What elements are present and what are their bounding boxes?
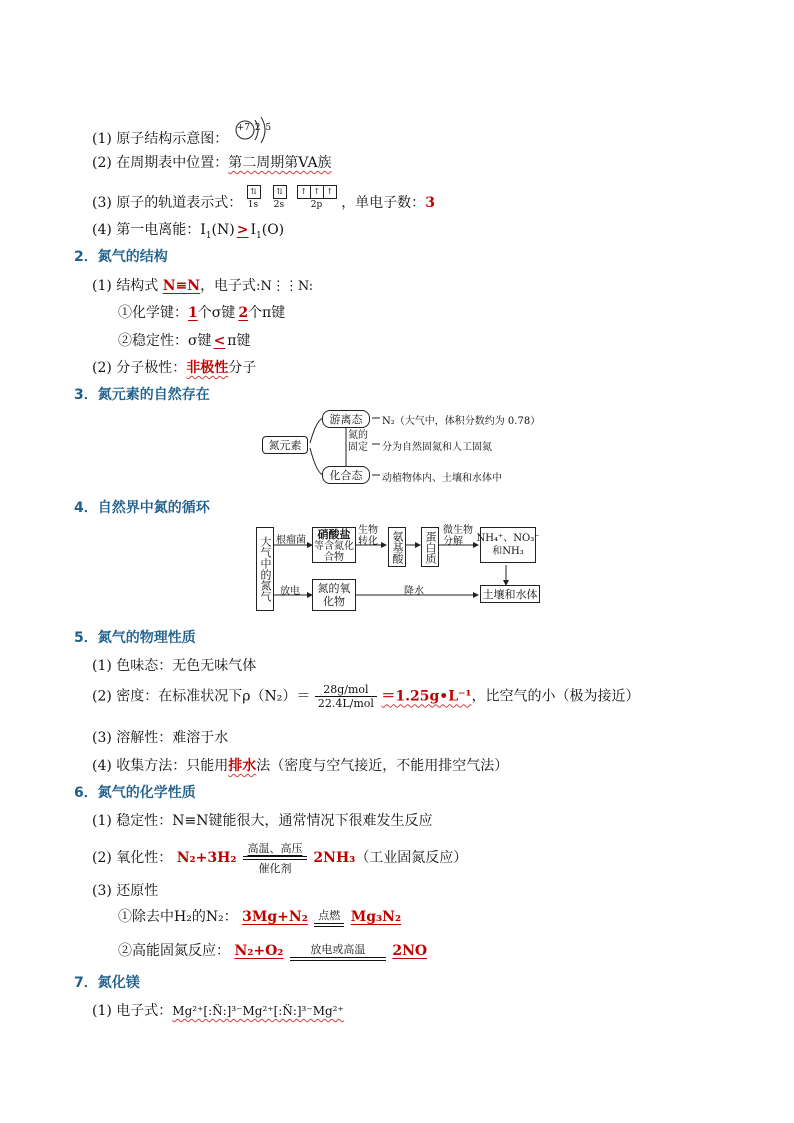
oxidation-condition-top: 高温、高压	[247, 842, 303, 855]
sigma-count: 1	[188, 305, 198, 321]
bio-transform-label: 生物 转化	[358, 525, 378, 547]
orbital-label: (3) 原子的轨道表示式：	[92, 195, 243, 211]
structure-formula-label: (1) 结构式	[92, 278, 159, 294]
stability-label: ②稳定性：σ键	[118, 333, 212, 349]
oxidation-line	[92, 840, 467, 876]
orbital-1s-label: 1s	[247, 200, 259, 210]
atom-structure-label: (1) 原子结构示意图：	[92, 131, 229, 147]
atom-structure-line	[92, 124, 273, 154]
oxidation-tail: （工业固氮反应）	[355, 850, 468, 866]
pi-text: 个π键	[248, 305, 286, 321]
fixation-desc: 分为自然固氮和人工固氮	[382, 442, 492, 453]
orbital-line	[92, 187, 435, 215]
oxidation-condition-bottom: 催化剂	[258, 862, 292, 875]
section-7-title: 7．氮化镁	[74, 975, 140, 991]
orbital-1s-box: ⇅	[247, 185, 261, 199]
electron-formula: :N⋮⋮N:	[256, 279, 314, 294]
stability-chem-line: (1) 稳定性：N≡N键能很大，通常情况下很难发生反应	[92, 813, 433, 829]
density-label: (2) 密度：在标准状况下ρ（N₂）＝	[92, 688, 311, 705]
section-2-title: 2．氮气的结构	[74, 249, 168, 265]
oxidation-label: (2) 氧化性：	[92, 850, 173, 866]
ion-box: NH₄⁺、NO₃⁻ 和NH₃	[480, 527, 536, 563]
high-energy-rhs: 2NO	[392, 943, 428, 959]
polarity-value: 非极性	[186, 360, 229, 376]
atom-core: +7	[236, 123, 251, 133]
nitrogen-existence-diagram	[262, 408, 562, 488]
chemical-bond-label: ①化学键：	[118, 305, 188, 321]
mg3n2-label: (1) 电子式：	[92, 1003, 173, 1019]
polarity-line	[92, 357, 256, 377]
period-position-label: (2) 在周期表中位置：	[92, 155, 229, 171]
ionization-b: I	[250, 222, 256, 238]
high-energy-lhs: N₂+O₂	[234, 943, 284, 959]
orbital-2p-box-2: ↑	[310, 185, 324, 199]
oxide-box: 氮的氧 化物	[312, 579, 356, 611]
free-state-node: 游离态	[322, 410, 370, 428]
period-position-value: 第二周期第VA族	[228, 155, 332, 171]
nitrate-box	[312, 527, 356, 563]
ionization-label: (4) 第一电离能：I	[92, 222, 206, 238]
high-energy-arrow	[290, 941, 386, 961]
high-energy-line	[118, 940, 427, 961]
single-electron-count: 3	[425, 195, 435, 211]
electron-formula-label: ，电子式	[200, 278, 257, 294]
orbital-2p-box-3: ↑	[323, 185, 337, 199]
ionization-line: (4) 第一电离能：$I_1(N) > I_1(O)$	[92, 222, 285, 241]
collection-tail: 法（密度与空气接近，不能用排空气法）	[256, 758, 509, 774]
sigma-text: 个σ键	[197, 305, 236, 321]
bound-state-node: 化合态	[322, 466, 370, 484]
remove-h2-label: ①除去中H₂的N₂：	[118, 909, 238, 925]
remove-h2-rhs: Mg₃N₂	[350, 909, 402, 925]
oxidation-rhs: 2NH₃	[313, 850, 356, 866]
structure-formula-line	[92, 275, 313, 295]
density-denominator: 22.4L/mol	[317, 697, 374, 710]
stability-operator: <	[213, 333, 226, 349]
ionization-operator: >	[236, 222, 249, 238]
remove-h2-arrow	[314, 907, 344, 927]
section-6-title: 6．氮气的化学性质	[74, 785, 196, 801]
atom-diagram	[233, 114, 273, 144]
remove-h2-lhs: 3Mg+N₂	[242, 909, 308, 925]
structure-formula: N≡N	[162, 278, 201, 294]
density-fraction	[315, 683, 377, 710]
stability-line	[118, 330, 251, 350]
bound-state-desc: 动植物体内、土壤和水体中	[382, 473, 502, 484]
density-value: ＝1.25g•L⁻¹	[381, 688, 472, 705]
polarity-tail: 分子	[228, 360, 257, 376]
chemical-bond-line	[118, 302, 285, 322]
stability-tail: π键	[227, 333, 251, 349]
nitrogen-cycle-diagram	[256, 525, 546, 613]
free-state-desc: N₂（大气中，体积分数约为 0.78）	[382, 416, 541, 427]
mg3n2-electron-line	[92, 1000, 344, 1020]
polarity-label: (2) 分子极性：	[92, 360, 187, 376]
remove-h2-line	[118, 906, 401, 927]
collection-value: 排水	[228, 758, 257, 774]
soil-box: 土壤和水体	[480, 585, 540, 603]
density-line	[92, 683, 640, 710]
pi-count: 2	[238, 305, 249, 321]
protein-box: 蛋白质	[421, 527, 439, 567]
density-numerator: 28g/mol	[315, 683, 377, 697]
ionization-a: (N)	[211, 222, 235, 238]
orbital-diagram	[247, 185, 337, 209]
remove-h2-condition: 点燃	[318, 909, 341, 922]
discharge-label: 放电	[280, 586, 300, 597]
amino-acid-box: 氨基酸	[388, 527, 406, 567]
atom-shells: 2 5	[254, 123, 273, 133]
ionization-c: (O)	[261, 222, 285, 238]
fixation-label: 氮的 固定	[348, 430, 368, 453]
orbital-2p-label: 2p	[310, 200, 323, 210]
orbital-2s-label: 2s	[273, 200, 285, 210]
collection-label: (4) 收集方法：只能用	[92, 758, 229, 774]
solubility-line: (3) 溶解性：难溶于水	[92, 730, 229, 746]
collection-line	[92, 755, 508, 775]
root-node: 氮元素	[262, 436, 308, 454]
oxidation-lhs: N₂+3H₂	[176, 850, 237, 866]
period-position-line	[92, 152, 332, 172]
nitrate-subtitle: 等含氮化合物	[314, 540, 354, 563]
oxidation-arrow	[243, 840, 307, 876]
section-5-title: 5．氮气的物理性质	[74, 630, 196, 646]
orbital-2p-box-1: ↑	[297, 185, 311, 199]
air-nitrogen-box: 大气中的氮气	[256, 527, 274, 611]
high-energy-label: ②高能固氮反应：	[118, 943, 230, 959]
root-nodule-label: 根瘤菌	[276, 535, 306, 546]
reduction-line: (3) 还原性	[92, 883, 159, 899]
decompose-label: 微生物 分解	[443, 525, 473, 547]
orbital-mid: ，单电子数：	[341, 195, 426, 211]
orbital-2s-box: ⇅	[273, 185, 287, 199]
rain-label: 降水	[404, 586, 424, 597]
section-4-title: 4．自然界中氮的循环	[74, 500, 210, 516]
mg3n2-electron-formula: Mg²⁺[:N̈:]³⁻Mg²⁺[:N̈:]³⁻Mg²⁺	[172, 1004, 344, 1018]
density-tail: ，比空气的小（极为接近）	[471, 688, 640, 705]
high-energy-condition: 放电或高温	[310, 943, 366, 956]
section-3-title: 3．氮元素的自然存在	[74, 387, 210, 403]
nitrate-title: 硝酸盐	[317, 527, 351, 541]
color-state-line: (1) 色味态：无色无味气体	[92, 658, 257, 674]
